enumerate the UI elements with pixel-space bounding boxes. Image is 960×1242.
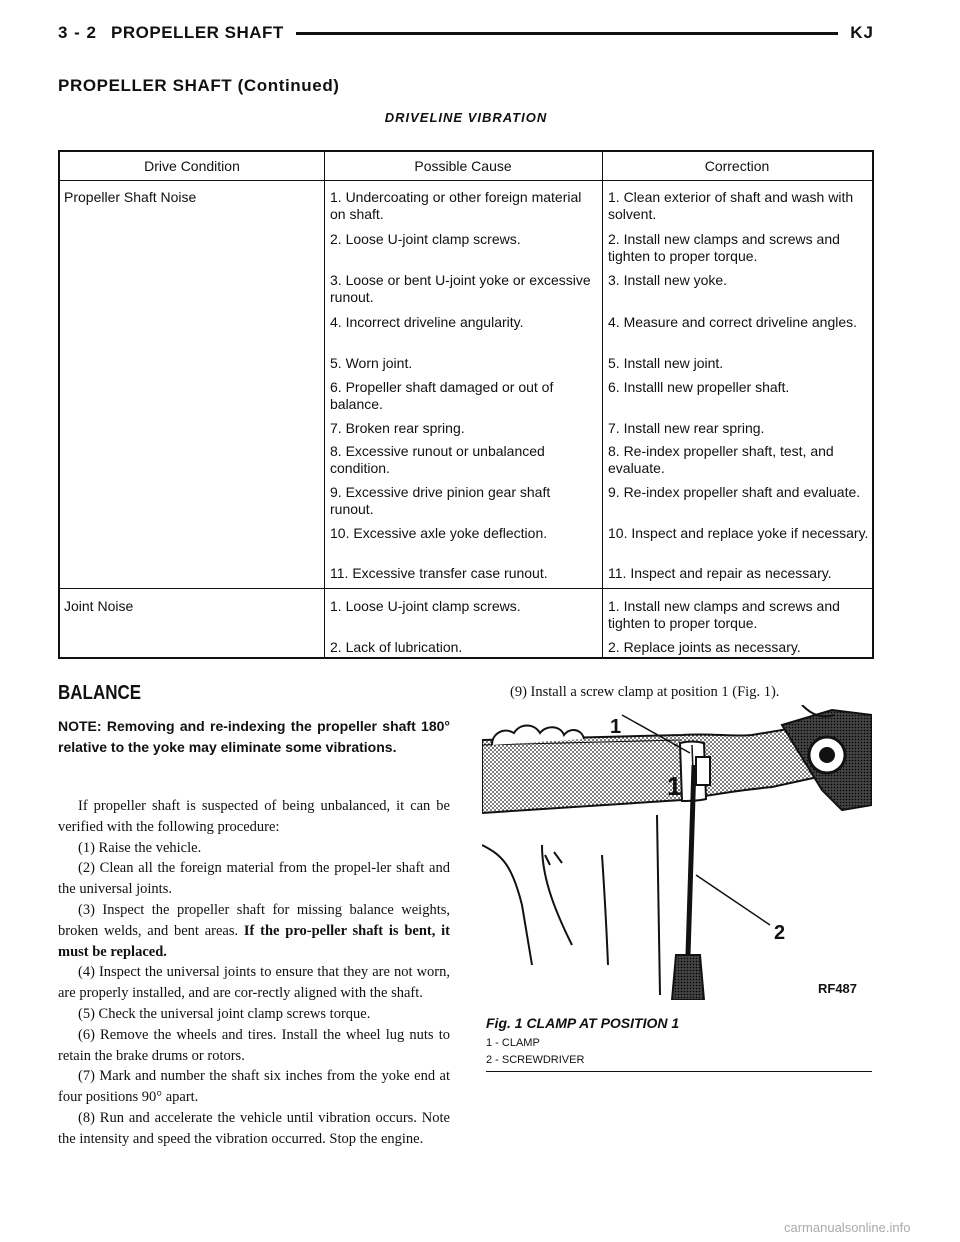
table-cell-cause: 8. Excessive runout or unbalanced condition. xyxy=(330,443,545,476)
callout-1: 1 xyxy=(610,716,622,738)
table-cell-correction: 2. Install new clamps and screws and tighten to proper torque. xyxy=(608,231,840,264)
column-divider xyxy=(324,152,325,657)
table-cell-correction: 8. Re-index propeller shaft, test, and evaluate. xyxy=(608,443,834,476)
balance-heading: BALANCE xyxy=(58,682,142,704)
column-header-condition: Drive Condition xyxy=(144,158,240,174)
continued-title: PROPELLER SHAFT (Continued) xyxy=(58,76,340,95)
group-divider xyxy=(60,588,872,589)
table-cell-cause: 11. Excessive transfer case runout. xyxy=(330,565,548,581)
step-text: (3) Inspect the propeller shaft for missing balance weights, broken welds, and bent areas. xyxy=(58,901,450,939)
header-rule xyxy=(60,180,872,181)
procedure-step: (6) Remove the wheels and tires. Install the wheel lug nuts to retain the brake drums or rotors. xyxy=(58,1026,450,1064)
procedure-step: (1) Raise the vehicle. xyxy=(78,839,202,856)
procedure-step: (4) Inspect the universal joints to ensure that they are not worn, are properly installed, and are cor-rectly aligned with the shaft. xyxy=(58,964,450,1002)
position-mark: 1 xyxy=(667,771,682,801)
header-rule xyxy=(296,32,838,35)
table-cell-correction: 1. Clean exterior of shaft and wash with solvent. xyxy=(608,189,854,222)
table-cell-condition: Propeller Shaft Noise xyxy=(64,189,197,205)
table-cell-cause: 1. Undercoating or other foreign material on shaft. xyxy=(330,189,582,222)
page-header xyxy=(58,20,874,46)
model-code: KJ xyxy=(850,23,874,42)
column-header-correction: Correction xyxy=(704,158,770,174)
table-cell-correction: 2. Replace joints as necessary. xyxy=(608,639,801,655)
figure-legend-item: 2 - SCREWDRIVER xyxy=(486,1054,585,1066)
procedure-step: (2) Clean all the foreign material from the propel-ler shaft and the universal joints. xyxy=(58,860,450,898)
table-cell-cause: 7. Broken rear spring. xyxy=(330,420,465,436)
procedure-step xyxy=(58,900,450,962)
section-title: PROPELLER SHAFT xyxy=(111,23,284,42)
watermark: carmanualsonline.info xyxy=(784,1220,911,1235)
procedure-step: (8) Run and accelerate the vehicle until vibration occurs. Note the intensity and speed the vibration occurred. Stop the engine. xyxy=(58,1109,450,1147)
figure-caption: Fig. 1 CLAMP AT POSITION 1 xyxy=(486,1015,680,1031)
callout-2: 2 xyxy=(774,922,786,944)
table-title: DRIVELINE VIBRATION xyxy=(384,110,548,125)
figure-rule xyxy=(486,1071,872,1072)
table-cell-cause: 5. Worn joint. xyxy=(330,355,413,371)
table-cell-cause: 1. Loose U-joint clamp screws. xyxy=(330,598,521,614)
step-warning: If the pro-peller shaft is bent, it must be replaced. xyxy=(58,922,450,960)
table-cell-cause: 2. Lack of lubrication. xyxy=(330,639,463,655)
table-cell-correction: 6. Installl new propeller shaft. xyxy=(608,379,790,395)
table-cell-correction: 9. Re-index propeller shaft and evaluate. xyxy=(608,484,861,500)
clamp-illustration xyxy=(482,705,872,1000)
diagnosis-table xyxy=(58,150,874,659)
table-cell-correction: 5. Install new joint. xyxy=(608,355,724,371)
column-header-cause: Possible Cause xyxy=(414,158,512,174)
page-number: 3 - 2 xyxy=(58,23,98,42)
table-cell-correction: 3. Install new yoke. xyxy=(608,272,728,288)
table-cell-correction: 1. Install new clamps and screws and tighten to proper torque. xyxy=(608,598,840,631)
table-cell-correction: 4. Measure and correct driveline angles. xyxy=(608,314,858,330)
procedure-intro: If propeller shaft is suspected of being unbalanced, it can be verified with the following procedure: xyxy=(58,798,450,835)
table-cell-cause: 10. Excessive axle yoke deflection. xyxy=(330,525,548,541)
procedure-step: (5) Check the universal joint clamp screws torque. xyxy=(78,1005,371,1022)
table-cell-cause: 2. Loose U-joint clamp screws. xyxy=(330,231,521,247)
column-divider xyxy=(602,152,603,657)
table-cell-correction: 11. Inspect and repair as necessary. xyxy=(608,565,832,581)
table-cell-cause: 4. Incorrect driveline angularity. xyxy=(330,314,524,330)
balance-procedure xyxy=(58,796,450,1150)
figure-code: RF487 xyxy=(818,981,858,996)
figure-clamp-illustration xyxy=(482,705,872,1000)
table-cell-cause: 9. Excessive drive pinion gear shaft runout. xyxy=(330,484,551,517)
procedure-step: (7) Mark and number the shaft six inches from the yoke end at four positions 90° apart. xyxy=(58,1068,450,1106)
table-cell-cause: 6. Propeller shaft damaged or out of balance. xyxy=(330,379,554,412)
procedure-step: (9) Install a screw clamp at position 1 (Fig. 1). xyxy=(510,684,780,700)
balance-note: NOTE: Removing and re-indexing the propeller shaft 180° relative to the yoke may eliminate some vibrations. xyxy=(58,718,450,755)
table-cell-correction: 7. Install new rear spring. xyxy=(608,420,765,436)
table-cell-condition: Joint Noise xyxy=(64,598,134,614)
table-cell-correction: 10. Inspect and replace yoke if necessary. xyxy=(608,525,869,541)
figure-legend-item: 1 - CLAMP xyxy=(486,1037,540,1049)
table-cell-cause: 3. Loose or bent U-joint yoke or excessive runout. xyxy=(330,272,591,305)
